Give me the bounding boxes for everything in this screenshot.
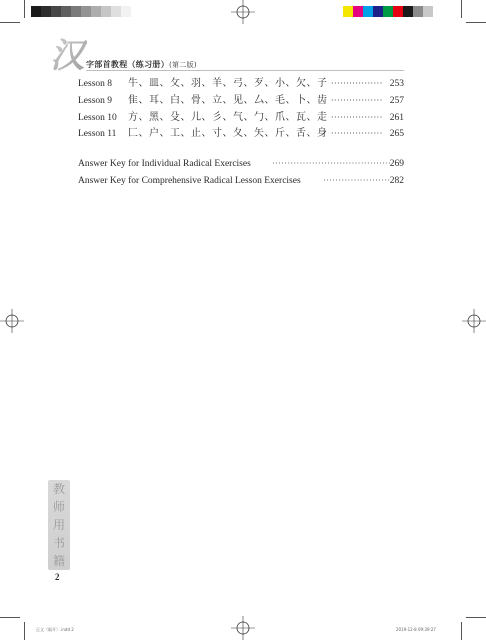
toc-row-lesson-8[interactable] xyxy=(78,76,404,92)
seal-char: 籍 xyxy=(52,554,65,568)
toc-radicals: 匚、户、工、止、寸、夂、矢、斤、舌、身 xyxy=(128,128,328,139)
toc-row-lesson-11[interactable] xyxy=(78,126,404,142)
color-swatch xyxy=(353,6,363,17)
toc-page-number: 265 xyxy=(389,129,404,139)
color-swatch xyxy=(403,6,413,17)
toc-page-number: 261 xyxy=(389,113,404,123)
slug-filename: 正文（隔开）.indd 2 xyxy=(36,627,74,632)
toc-answer-key-label: Answer Key for Individual Radical Exercises xyxy=(78,159,251,169)
toc-row-lesson-10[interactable] xyxy=(78,110,404,126)
header-title-text: 字部首教程（练习册） xyxy=(86,60,169,69)
toc-leader-dots: ······································· xyxy=(272,159,392,168)
crop-mark xyxy=(466,617,486,618)
color-swatch xyxy=(413,6,423,17)
color-swatch xyxy=(423,6,433,17)
toc-leader-dots: ······················ xyxy=(323,176,391,185)
toc-row-answer-key-comprehensive[interactable] xyxy=(78,173,404,189)
gray-swatch xyxy=(71,6,81,17)
crop-mark xyxy=(0,617,20,618)
header-edition: (第二版) xyxy=(169,61,197,69)
crop-mark xyxy=(461,622,462,640)
seal-char: 师 xyxy=(52,500,65,514)
seal-char: 用 xyxy=(52,518,65,532)
header-title xyxy=(86,59,197,70)
toc-lesson-label: Lesson 11 xyxy=(78,129,117,139)
toc-leader-dots: ················· xyxy=(331,79,383,88)
crop-mark xyxy=(24,622,25,640)
gray-swatch xyxy=(121,6,131,17)
gray-swatch xyxy=(111,6,121,17)
toc-row-lesson-9[interactable] xyxy=(78,93,404,109)
registration-mark-top xyxy=(231,0,255,24)
gray-swatch xyxy=(61,6,71,17)
color-swatch xyxy=(383,6,393,17)
gray-swatch xyxy=(101,6,111,17)
gray-swatch xyxy=(31,6,41,17)
gray-swatch xyxy=(51,6,61,17)
crop-mark xyxy=(24,0,25,18)
grayscale-color-bar xyxy=(31,6,131,17)
toc-radicals: 方、黑、殳、儿、彡、气、勹、爪、瓦、走 xyxy=(128,112,328,123)
registration-mark-right xyxy=(462,309,486,333)
toc-radicals: 牛、皿、攵、羽、羊、弓、歹、小、欠、子 xyxy=(128,78,328,89)
header-logo xyxy=(49,34,87,72)
crop-mark xyxy=(466,22,486,23)
header-rule xyxy=(86,70,404,71)
color-swatch xyxy=(373,6,383,17)
toc-page-number: 253 xyxy=(389,79,404,89)
toc-row-answer-key-individual[interactable] xyxy=(78,156,404,172)
toc-lesson-label: Lesson 9 xyxy=(78,96,113,106)
header-logo-char: 汉 xyxy=(50,36,84,72)
toc-page-number: 282 xyxy=(389,176,404,186)
vertical-seal xyxy=(48,480,70,570)
page-number: 2 xyxy=(55,572,60,582)
registration-mark-bottom xyxy=(231,616,255,640)
process-color-bar xyxy=(343,6,433,17)
gray-swatch xyxy=(81,6,91,17)
toc-radicals: 隹、耳、白、骨、立、见、厶、毛、卜、齿 xyxy=(128,95,328,106)
seal-char: 教 xyxy=(52,482,65,496)
color-swatch xyxy=(363,6,373,17)
toc-leader-dots: ················· xyxy=(331,96,383,105)
crop-mark xyxy=(0,22,20,23)
slug-timestamp: 2019-12-8 09:39:27 xyxy=(396,627,436,632)
gray-swatch xyxy=(91,6,101,17)
color-swatch xyxy=(343,6,353,17)
toc-lesson-label: Lesson 10 xyxy=(78,113,117,123)
toc-leader-dots: ················· xyxy=(331,129,383,138)
registration-mark-left xyxy=(0,309,24,333)
crop-mark xyxy=(461,0,462,18)
toc-answer-key-label: Answer Key for Comprehensive Radical Lesson Exercises xyxy=(78,176,301,186)
color-swatch xyxy=(393,6,403,17)
toc-page-number: 269 xyxy=(389,159,404,169)
toc-lesson-label: Lesson 8 xyxy=(78,79,113,89)
toc-page-number: 257 xyxy=(389,96,404,106)
gray-swatch xyxy=(41,6,51,17)
toc-leader-dots: ················· xyxy=(331,113,383,122)
seal-char: 书 xyxy=(52,536,65,550)
